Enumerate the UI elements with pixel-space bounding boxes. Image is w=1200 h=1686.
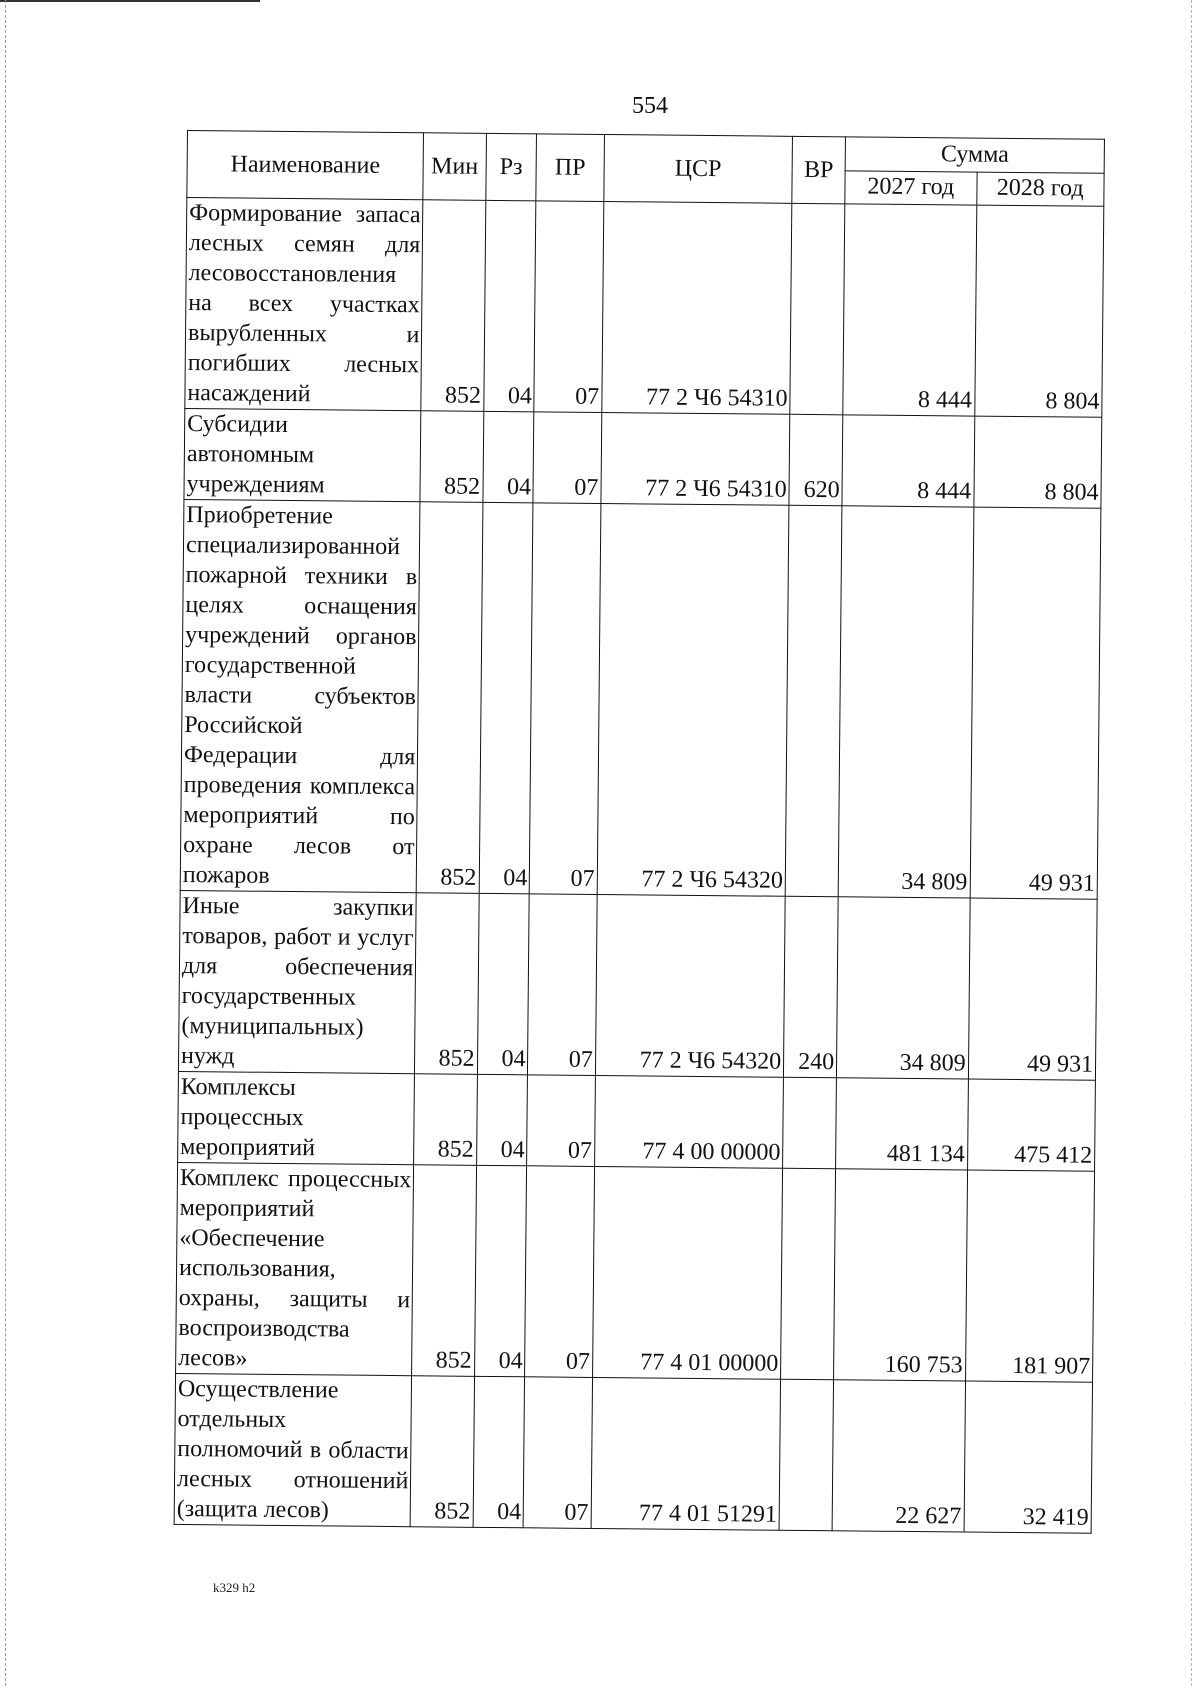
row-vr [781,1168,836,1379]
row-min: 852 [414,1074,477,1166]
row-sum-2027: 22 627 [832,1380,965,1532]
header-min: Мин [423,133,486,201]
row-rz: 04 [479,502,534,893]
row-sum-2027: 8 444 [842,415,974,507]
row-pr: 07 [525,1166,594,1378]
row-sum-2028: 49 931 [968,898,1097,1080]
header-name: Наименование [187,131,424,200]
row-sum-2028: 181 907 [965,1170,1094,1382]
row-pr: 07 [533,412,601,504]
budget-table [174,130,1105,1534]
row-vr [785,505,842,896]
row-name: Комплекс процессных мероприятий «Обеспечение использования, охраны, защиты и воспроизводства лесов» [176,1162,414,1375]
table-row [174,1373,1092,1533]
row-csr: 77 4 01 51291 [591,1377,781,1530]
row-rz: 04 [482,411,534,502]
row-rz: 04 [476,1074,528,1165]
row-min: 852 [410,1376,474,1528]
row-name: Осуществление отдельных полномочий в области лесных отношений (защита лесов) [174,1373,412,1526]
header-rz: Рз [485,133,537,200]
row-pr: 07 [528,894,597,1076]
table-row [180,499,1101,899]
row-min: 852 [417,502,483,894]
row-sum-2027: 160 753 [834,1169,967,1381]
header-vr: ВР [792,136,846,204]
row-min: 852 [412,1165,476,1377]
header-sum: Сумма [845,137,1104,173]
row-sum-2027: 34 809 [838,506,973,898]
row-pr: 07 [534,201,603,413]
row-vr [779,1379,833,1531]
header-row [187,131,1104,173]
row-vr: 620 [789,414,843,506]
table-row [185,198,1104,418]
row-rz: 04 [483,200,536,411]
budget-table-wrapper [174,130,1105,1534]
row-rz: 04 [474,1165,527,1376]
row-sum-2028: 8 804 [974,205,1103,417]
row-sum-2027: 34 809 [837,897,970,1079]
row-sum-2027: 481 134 [836,1078,968,1170]
row-csr: 77 4 01 00000 [592,1166,783,1379]
row-csr: 77 2 Ч6 54310 [601,202,792,415]
row-pr: 07 [530,503,601,895]
row-min: 852 [415,893,479,1075]
row-min: 852 [421,200,485,412]
header-year-2027: 2027 год [845,170,977,205]
row-sum-2028: 32 419 [964,1381,1093,1533]
row-sum-2028: 8 804 [973,416,1101,508]
row-name: Комплексы процессных мероприятий [178,1071,415,1164]
row-rz: 04 [473,1376,525,1527]
row-name: Субсидии автономным учреждениям [184,408,421,501]
row-pr: 07 [527,1075,595,1167]
row-csr: 77 2 Ч6 54320 [595,894,785,1077]
table-row [178,1071,1096,1171]
scan-top-line [0,0,260,2]
row-sum-2028: 475 412 [967,1079,1095,1171]
row-vr: 240 [784,896,839,1078]
row-csr: 77 4 00 00000 [594,1075,783,1168]
row-csr: 77 2 Ч6 54320 [597,503,789,896]
table-row [184,408,1102,508]
page-number: 554 [632,93,668,119]
table-row [176,1162,1095,1382]
row-rz: 04 [477,893,530,1074]
footer-document-code: k329 h2 [213,1580,256,1595]
row-name: Формирование запаса лесных семян для лесовосстановления на всех участках вырубленных и погибших лесных насаждений [185,198,423,411]
row-name: Иные закупки товаров, работ и услуг для обеспечения государственных (муниципальных) нужд [178,890,416,1073]
scan-right-edge [1191,0,1192,1686]
row-name: Приобретение специализированной пожарной техники в целях оснащения учреждений органов государственной власти субъектов Российской Федерации для проведения комплекса мероприятий по охране лесов от пожаров [180,499,420,892]
row-sum-2028: 49 931 [970,507,1101,899]
row-pr: 07 [524,1377,593,1529]
row-vr [783,1077,837,1169]
header-year-2028: 2028 год [976,172,1104,207]
header-csr: ЦСР [604,135,793,204]
scan-left-edge [5,0,6,1686]
header-pr: ПР [536,134,604,202]
row-min: 852 [420,411,483,503]
row-csr: 77 2 Ч6 54310 [601,412,790,505]
table-row [178,890,1097,1080]
row-sum-2027: 8 444 [843,204,976,416]
row-vr [790,203,845,414]
